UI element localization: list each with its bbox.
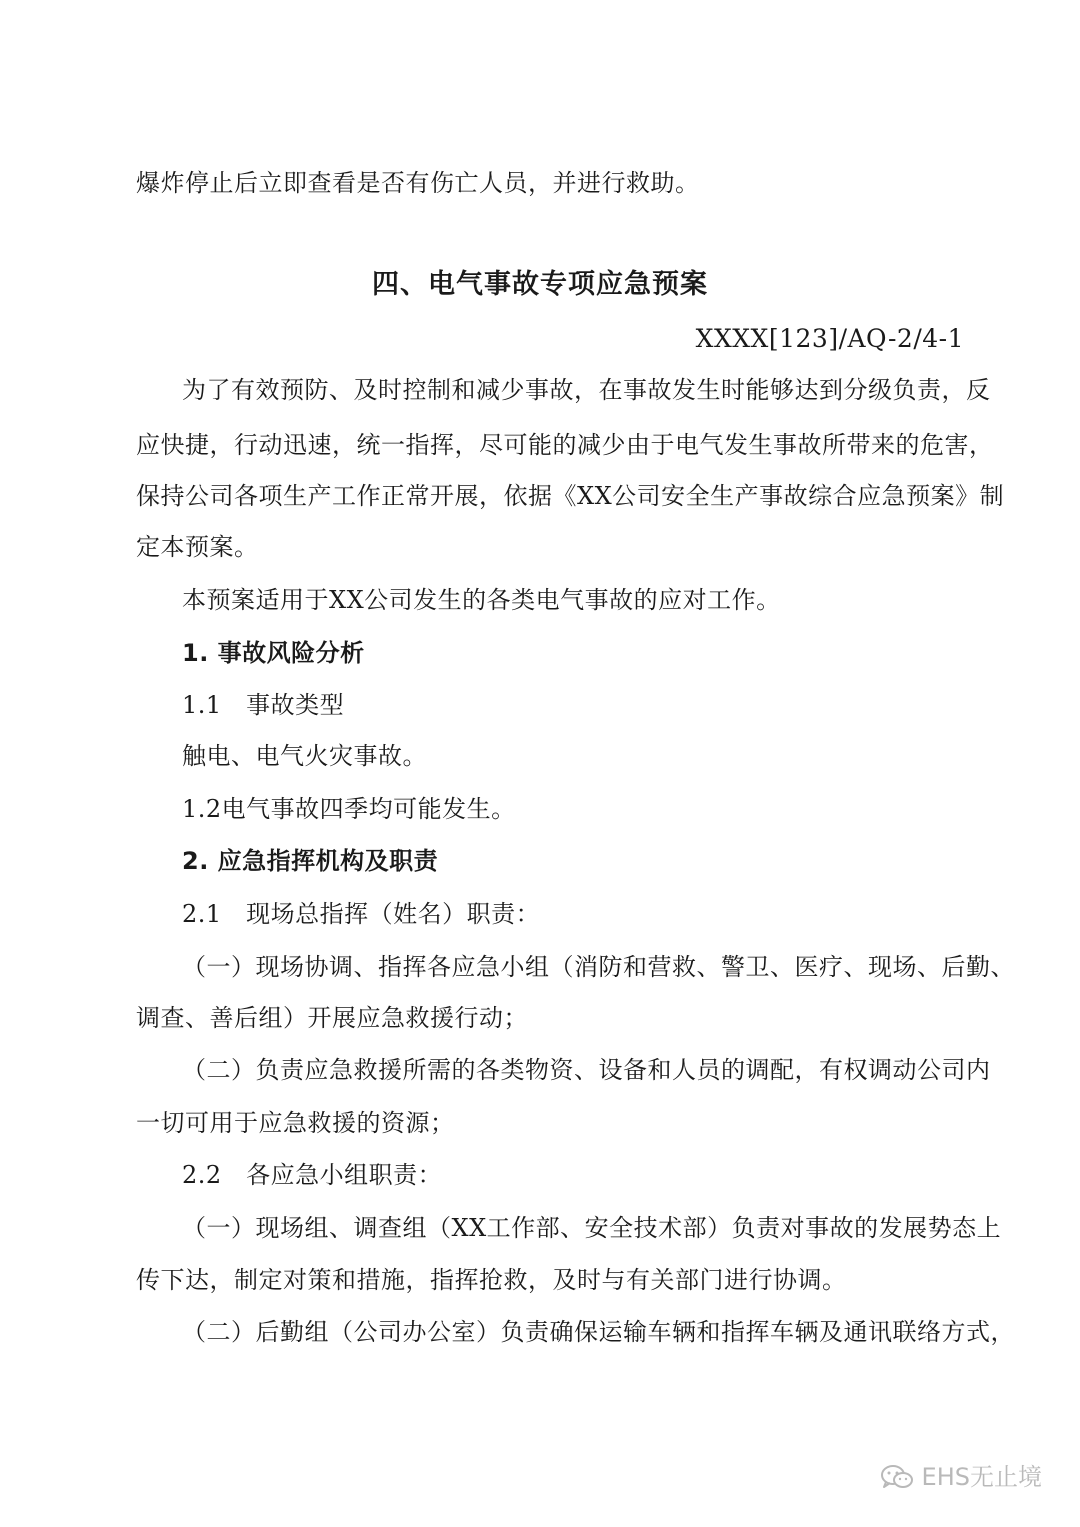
paragraph-1-line-1: 为了有效预防、及时控制和减少事故，在事故发生时能够达到分级负责，反 [182,376,991,404]
section-2-2-heading: 2.2 各应急小组职责： [182,1161,443,1189]
section-2-2-item-1-line-1: （一）现场组、调查组（XX工作部、安全技术部）负责对事故的发展势态上 [182,1214,1002,1242]
section-1-1-heading: 1.1 事故类型 [182,691,345,719]
watermark-text: EHS无止境 [921,1463,1042,1491]
section-2-1-heading: 2.1 现场总指挥（姓名）职责： [182,900,541,928]
wechat-icon [880,1463,914,1491]
section-2-1-item-2-line-2: 一切可用于应急救援的资源； [136,1109,455,1137]
scope-paragraph: 本预案适用于XX公司发生的各类电气事故的应对工作。 [182,586,781,614]
section-2-heading: 2. 应急指挥机构及职责 [182,847,439,875]
section-2-1-item-2-line-1: （二）负责应急救援所需的各类物资、设备和人员的调配，有权调动公司内 [182,1056,991,1084]
paragraph-1-line-2: 应快捷，行动迅速，统一指挥，尽可能的减少由于电气发生事故所带来的危害， [136,431,994,459]
section-2-2-item-1-line-2: 传下达，制定对策和措施，指挥抢救，及时与有关部门进行协调。 [136,1266,847,1294]
paragraph-1-line-4: 定本预案。 [136,533,259,561]
section-1-heading: 1. 事故风险分析 [182,639,365,667]
paragraph-1-line-3: 保持公司各项生产工作正常开展，依据《XX公司安全生产事故综合应急预案》制 [136,482,1005,510]
section-1-2-text: 1.2电气事故四季均可能发生。 [182,795,516,823]
watermark [880,1462,1042,1492]
section-title: 四、电气事故专项应急预案 [372,269,708,300]
document-number: XXXX[123]/AQ-2/4-1 [695,324,964,353]
section-1-1-text: 触电、电气火灾事故。 [182,742,427,770]
text-line-explosion: 爆炸停止后立即查看是否有伤亡人员，并进行救助。 [136,169,700,197]
section-2-2-item-2-line-1: （二）后勤组（公司办公室）负责确保运输车辆和指挥车辆及通讯联络方式， [182,1318,1015,1346]
section-2-1-item-1-line-2: 调查、善后组）开展应急救援行动； [136,1004,528,1032]
section-2-1-item-1-line-1: （一）现场协调、指挥各应急小组（消防和营救、警卫、医疗、现场、后勤、 [182,953,1015,981]
